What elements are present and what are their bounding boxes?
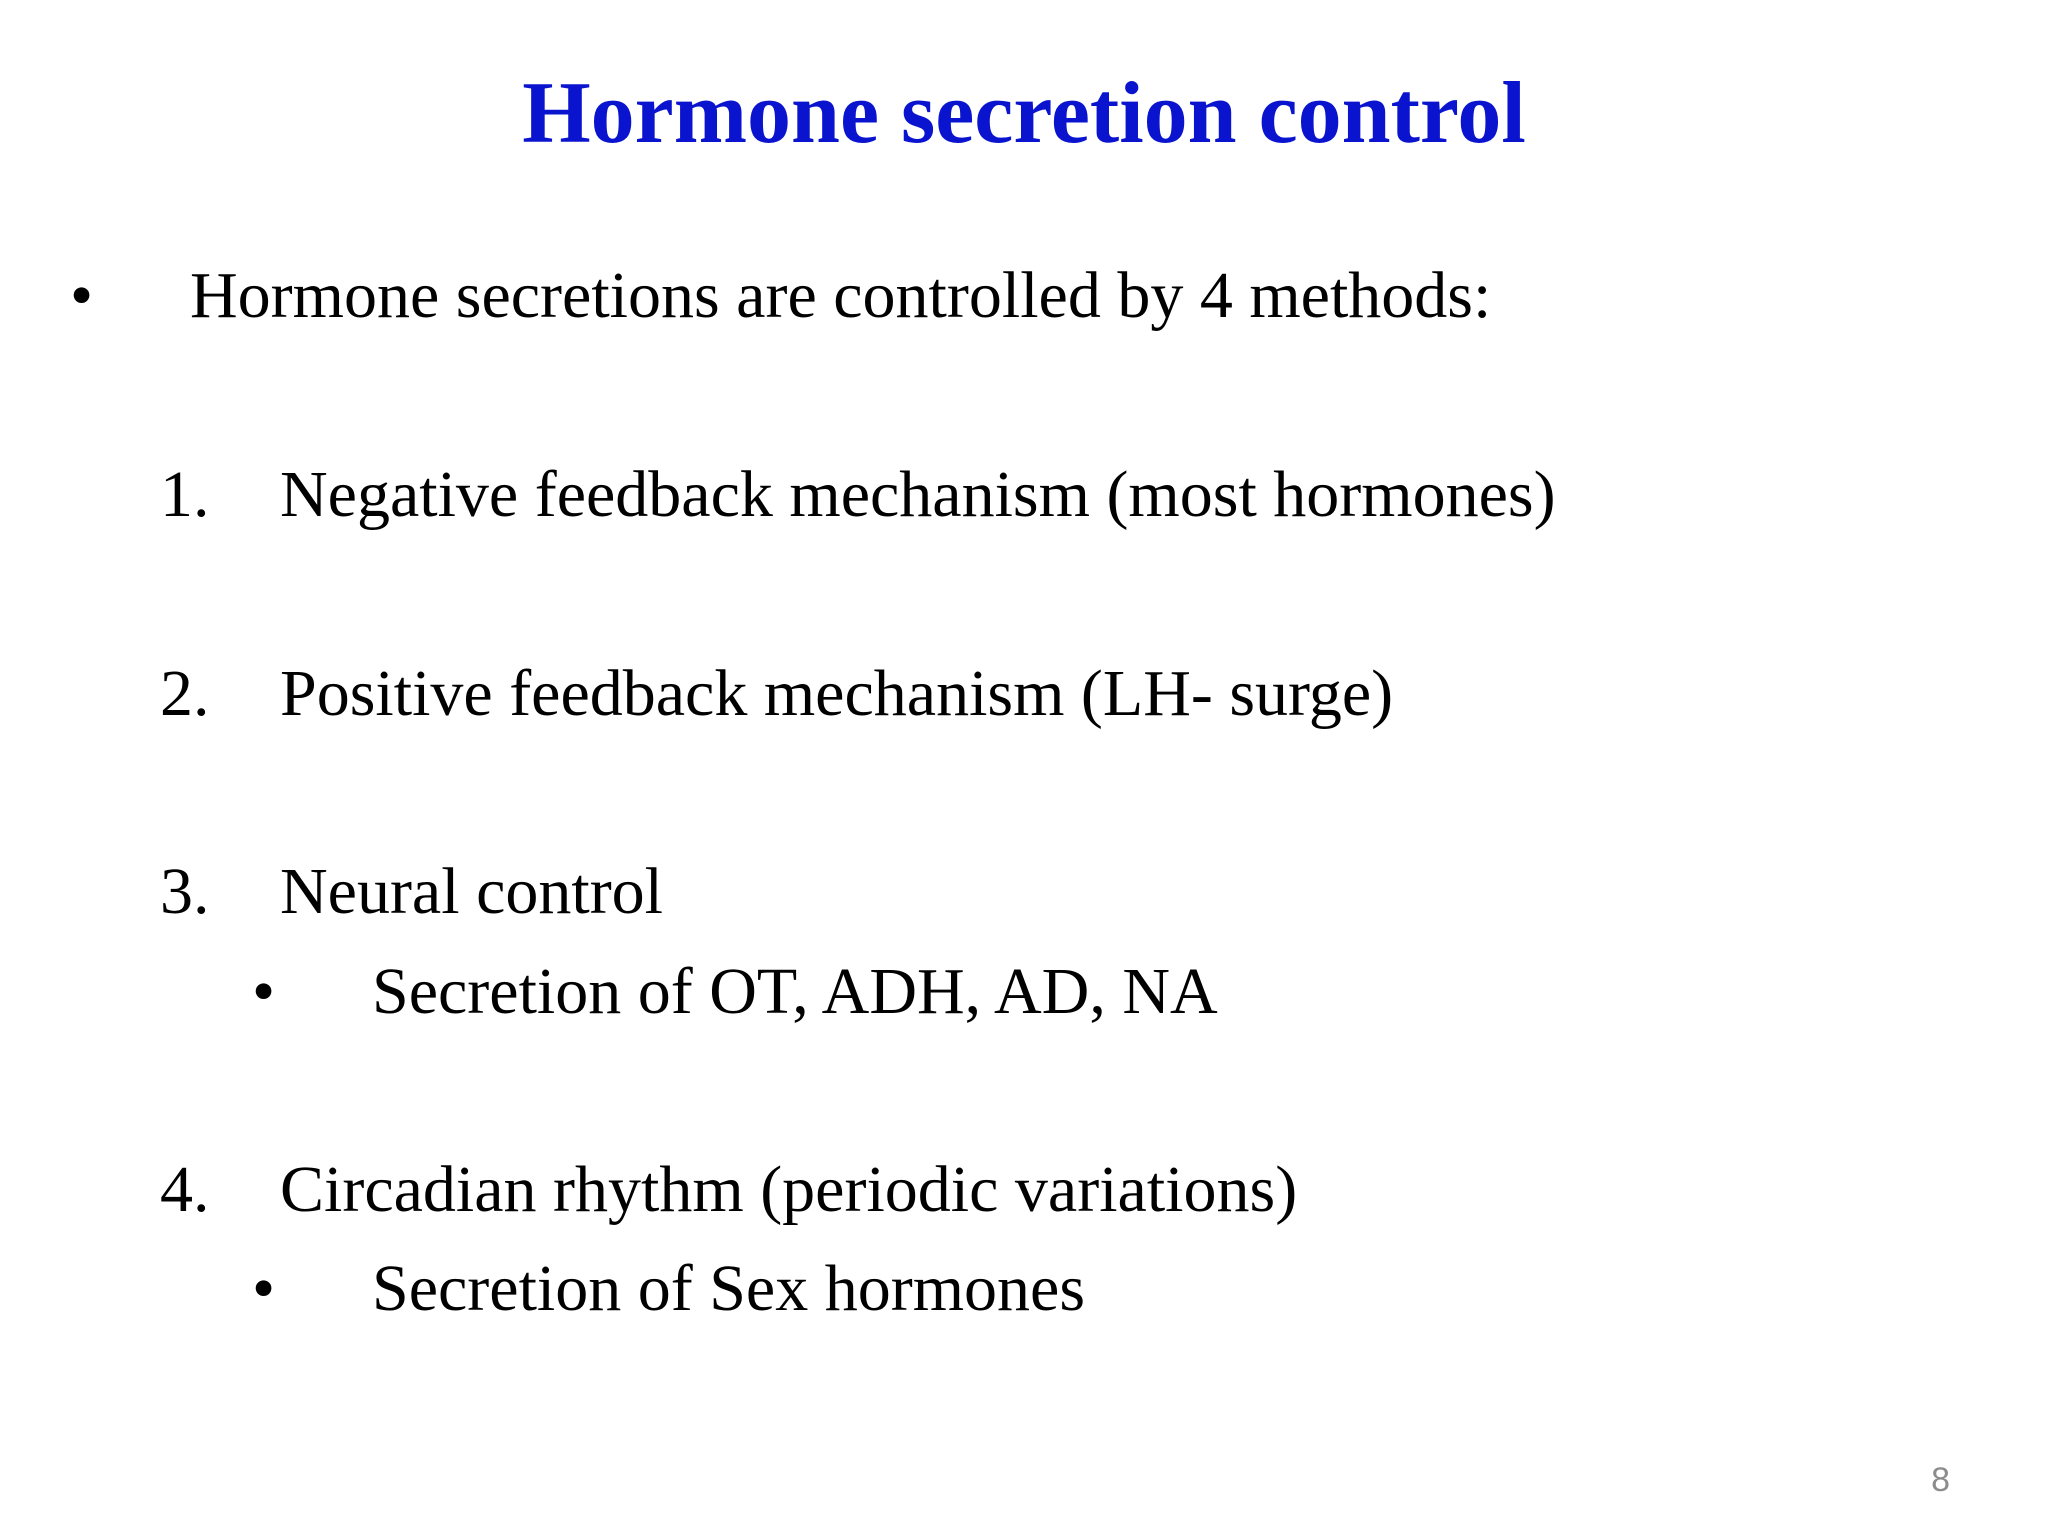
method-3-text: Neural control: [280, 855, 664, 928]
intro-bullet: •: [70, 259, 94, 332]
slide-title: Hormone secretion control: [522, 65, 1526, 162]
method-3-number: 3.: [160, 855, 210, 928]
page-number: 8: [1931, 1461, 1950, 1499]
method-4-sub-bullet: •: [252, 1252, 276, 1325]
method-2-text: Positive feedback mechanism (LH- surge): [280, 657, 1394, 730]
method-3-sub-bullet: •: [252, 955, 276, 1028]
intro-text: Hormone secretions are controlled by 4 methods:: [190, 259, 1492, 332]
method-4-text: Circadian rhythm (periodic variations): [280, 1153, 1298, 1226]
method-2-number: 2.: [160, 657, 210, 730]
method-4-number: 4.: [160, 1153, 210, 1226]
method-1-text: Negative feedback mechanism (most hormones): [280, 458, 1556, 531]
method-4-sub-text: Secretion of Sex hormones: [372, 1252, 1086, 1325]
method-1-number: 1.: [160, 458, 210, 531]
method-3-sub-text: Secretion of OT, ADH, AD, NA: [372, 955, 1218, 1028]
